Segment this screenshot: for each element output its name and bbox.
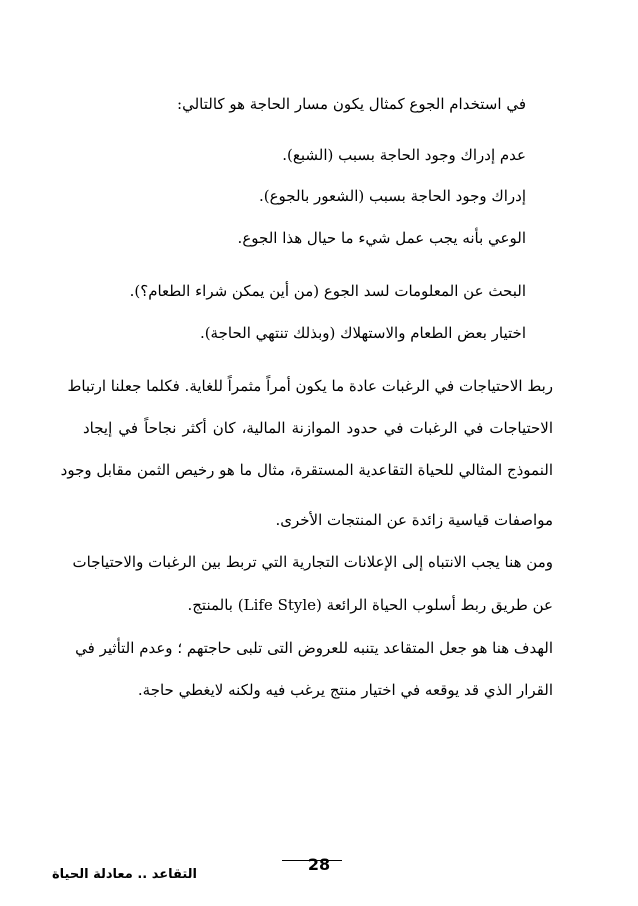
list-item-4: البحث عن المعلومات لسد الجوع (من أين يمكن شراء الطعام؟). xyxy=(129,282,526,300)
paragraph-2-line-1: ربط الاحتياجات في الرغبات عادة ما يكون أمراً مثمراً للغاية. فكلما جعلنا ارتباط xyxy=(67,377,553,395)
paragraph-4-line-2: القرار الذي قد يوقعه في اختيار منتج يرغب فيه ولكنه لايغطي حاجة. xyxy=(137,681,553,699)
paragraph-3-line-1: ومن هنا يجب الانتباه إلى الإعلانات التجارية التي تربط بين الرغبات والاحتياجات xyxy=(72,553,553,571)
paragraph-2-line-3: النموذج المثالي للحياة التقاعدية المستقرة، مثال ما هو رخيص الثمن مقابل وجود xyxy=(60,461,553,479)
page-number: 28 xyxy=(307,855,331,874)
paragraph-1-line-1: في استخدام الجوع كمثال يكون مسار الحاجة هو كالتالي: xyxy=(177,95,526,113)
list-item-1: عدم إدراك وجود الحاجة بسبب (الشبع). xyxy=(282,146,526,164)
list-item-5: اختيار بعض الطعام والاستهلاك (وبذلك تنتهي الحاجة). xyxy=(199,324,526,342)
paragraph-2-line-4: مواصفات قياسية زائدة عن المنتجات الأخرى. xyxy=(275,511,553,529)
paragraph-4-line-1: الهدف هنا هو جعل المتقاعد يتنبه للعروض التى تلبى حاجتهم ؛ وعدم التأثير في xyxy=(75,639,553,657)
paragraph-2-line-2: الاحتياجات في الرغبات في حدود الموازنة المالية، كان أكثر نجاحاً في إيجاد xyxy=(83,419,553,437)
book-title: التقاعد .. معادلة الحياة xyxy=(52,867,197,882)
list-item-2: إدراك وجود الحاجة بسبب (الشعور بالجوع). xyxy=(258,187,526,205)
list-item-3: الوعي بأنه يجب عمل شيء ما حيال هذا الجوع. xyxy=(237,229,526,247)
paragraph-3-line-2: عن طريق ربط أسلوب الحياة الرائعة (Life Style) بالمنتج. xyxy=(187,596,553,614)
